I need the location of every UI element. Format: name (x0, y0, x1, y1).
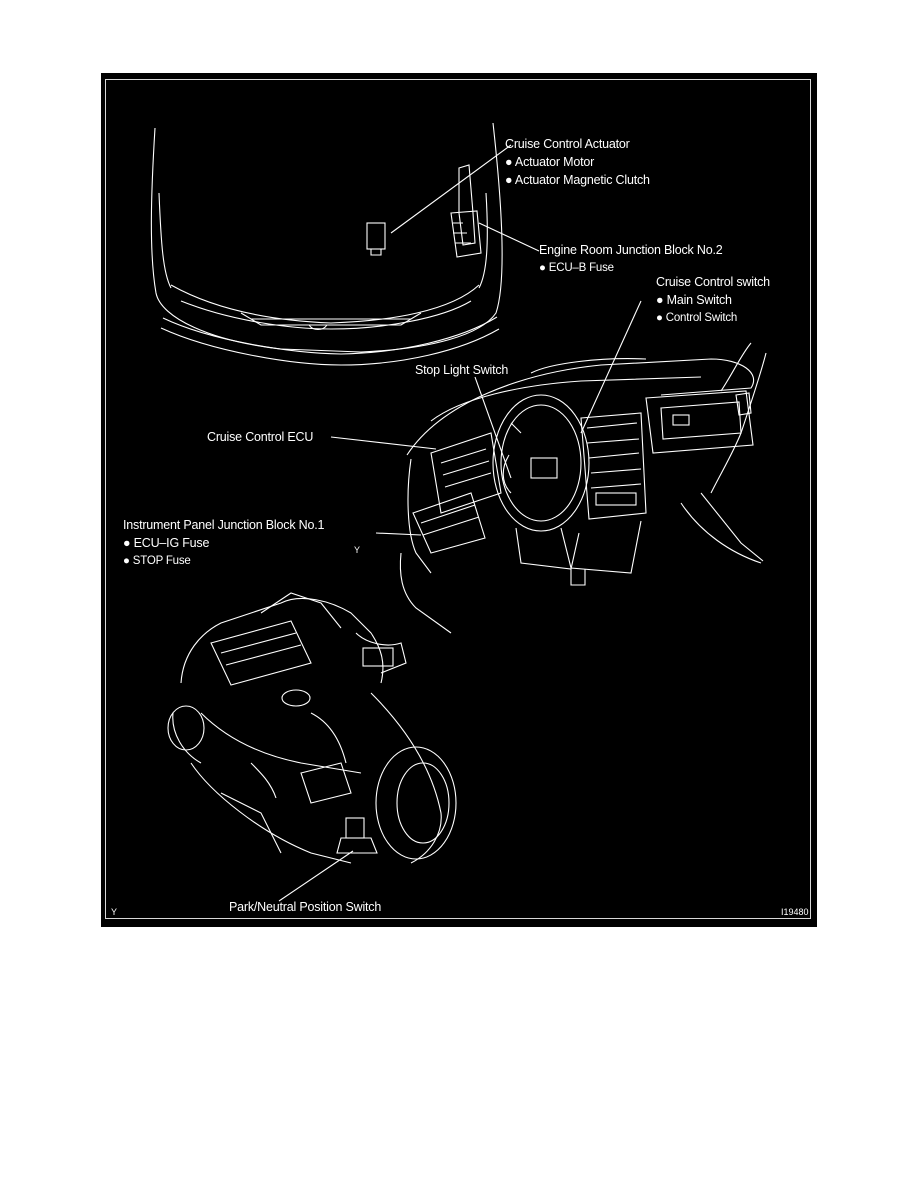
switch-main-label: ● Main Switch (656, 293, 732, 307)
cruise-ecu-label: Cruise Control ECU (207, 430, 314, 444)
ipjb-title-label: Instrument Panel Junction Block No.1 (123, 518, 325, 532)
switch-title-label: Cruise Control switch (656, 275, 770, 289)
stop-light-switch-label: Stop Light Switch (415, 363, 509, 377)
y-mark-mid: Y (354, 545, 361, 555)
ipjb-fuse2-label: ● STOP Fuse (123, 555, 191, 567)
actuator-clutch-label: ● Actuator Magnetic Clutch (505, 173, 650, 187)
erjb-title-label: Engine Room Junction Block No.2 (539, 243, 723, 257)
figure-id: I19480 (781, 907, 809, 917)
actuator-motor-label: ● Actuator Motor (505, 155, 595, 169)
diagram-frame (105, 79, 811, 919)
switch-control-label: ● Control Switch (656, 312, 738, 324)
ipjb-fuse1-label: ● ECU–IG Fuse (123, 536, 210, 550)
erjb-fuse-label: ● ECU–B Fuse (539, 262, 614, 274)
actuator-title-label: Cruise Control Actuator (505, 137, 630, 151)
park-neutral-switch-label: Park/Neutral Position Switch (229, 900, 382, 914)
y-mark-left: Y (111, 907, 118, 917)
component-location-diagram (101, 73, 817, 927)
